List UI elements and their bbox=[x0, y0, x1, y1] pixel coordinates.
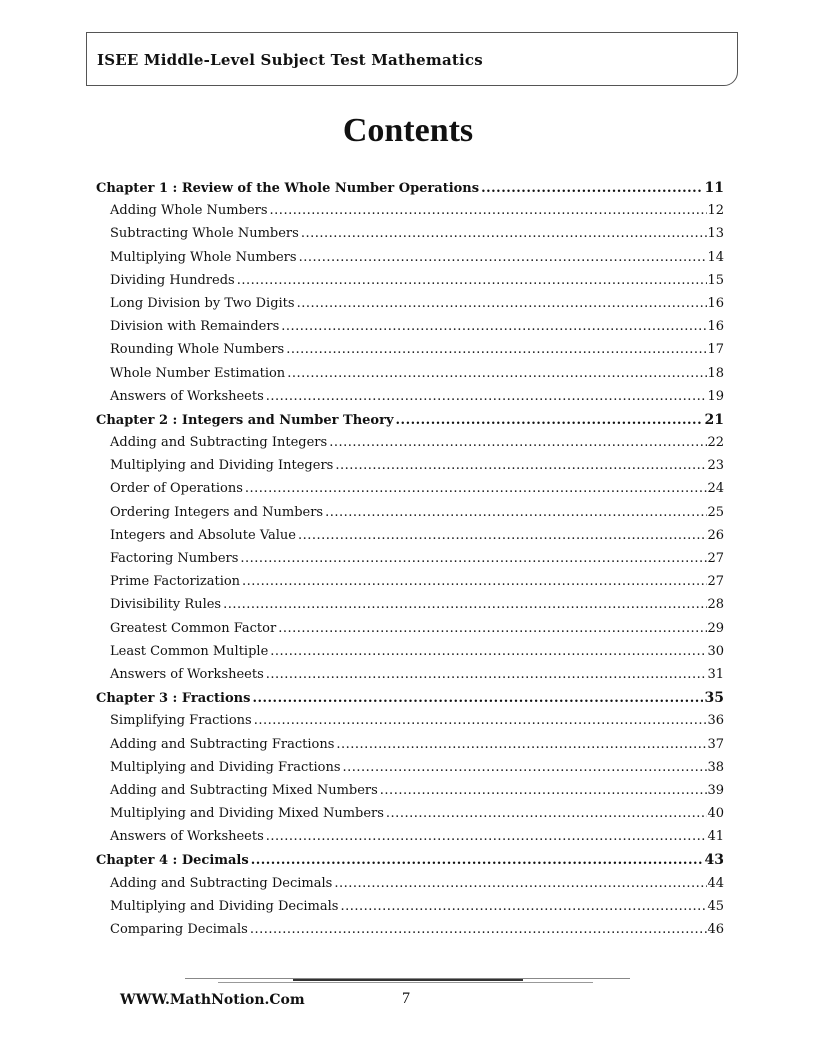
toc-entry-label: Least Common Multiple bbox=[110, 643, 269, 659]
toc-section-entry[interactable] bbox=[96, 366, 724, 389]
toc-entry-label: Adding and Subtracting Mixed Numbers bbox=[110, 782, 378, 798]
dot-leader bbox=[254, 713, 708, 728]
toc-chapter-entry[interactable] bbox=[96, 852, 724, 875]
table-of-contents bbox=[96, 180, 724, 945]
toc-entry-label: Answers of Worksheets bbox=[110, 829, 264, 845]
dot-leader bbox=[325, 505, 707, 520]
dot-leader bbox=[237, 273, 708, 288]
toc-entry-page: 14 bbox=[707, 249, 724, 265]
dot-leader bbox=[266, 389, 708, 404]
toc-entry-page: 36 bbox=[707, 713, 724, 729]
toc-entry-label: Multiplying and Dividing Mixed Numbers bbox=[110, 806, 384, 822]
toc-section-entry[interactable] bbox=[96, 273, 724, 296]
toc-entry-page: 13 bbox=[707, 226, 724, 242]
toc-section-entry[interactable] bbox=[96, 829, 724, 852]
toc-entry-label: Comparing Decimals bbox=[110, 922, 248, 937]
toc-section-entry[interactable] bbox=[96, 481, 724, 504]
toc-entry-page: 31 bbox=[707, 666, 724, 682]
toc-entry-label: Adding and Subtracting Decimals bbox=[110, 875, 333, 891]
toc-entry-page: 43 bbox=[704, 852, 724, 869]
toc-section-entry[interactable] bbox=[96, 203, 724, 226]
toc-entry-label: Adding and Subtracting Integers bbox=[110, 435, 328, 451]
dot-leader bbox=[329, 435, 707, 450]
dot-leader bbox=[380, 783, 708, 798]
dot-leader bbox=[251, 853, 703, 868]
toc-entry-page: 27 bbox=[707, 551, 724, 566]
toc-entry-page: 19 bbox=[707, 388, 724, 404]
toc-section-entry[interactable] bbox=[96, 783, 724, 806]
toc-section-entry[interactable] bbox=[96, 319, 724, 342]
toc-entry-label: Whole Number Estimation bbox=[110, 365, 286, 381]
dot-leader bbox=[287, 366, 707, 381]
toc-entry-page: 17 bbox=[707, 342, 724, 358]
toc-section-entry[interactable] bbox=[96, 296, 724, 319]
toc-section-entry[interactable] bbox=[96, 876, 724, 899]
toc-section-entry[interactable] bbox=[96, 389, 724, 412]
toc-entry-label: Order of Operations bbox=[110, 481, 243, 497]
dot-leader bbox=[396, 413, 703, 428]
toc-section-entry[interactable] bbox=[96, 806, 724, 829]
toc-entry-page: 41 bbox=[707, 829, 724, 845]
toc-section-entry[interactable] bbox=[96, 226, 724, 249]
toc-entry-page: 15 bbox=[707, 272, 724, 288]
toc-entry-label: Divisibility Rules bbox=[110, 597, 222, 613]
toc-entry-page: 23 bbox=[707, 458, 724, 474]
toc-chapter-entry[interactable] bbox=[96, 412, 724, 435]
toc-section-entry[interactable] bbox=[96, 621, 724, 644]
dot-leader bbox=[250, 922, 708, 937]
toc-entry-page: 18 bbox=[707, 365, 724, 381]
footer-website: WWW.MathNotion.Com bbox=[120, 992, 305, 1008]
dot-leader bbox=[301, 226, 708, 241]
dot-leader bbox=[278, 621, 707, 636]
toc-entry-page: 11 bbox=[704, 180, 724, 196]
toc-entry-label: Dividing Hundreds bbox=[110, 272, 235, 288]
dot-leader bbox=[334, 876, 707, 891]
dot-leader bbox=[343, 760, 708, 775]
page-title: Contents bbox=[342, 112, 474, 149]
toc-section-entry[interactable] bbox=[96, 760, 724, 783]
dot-leader bbox=[286, 342, 707, 357]
toc-entry-label: Simplifying Fractions bbox=[110, 713, 252, 729]
toc-section-entry[interactable] bbox=[96, 667, 724, 690]
toc-entry-label: Ordering Integers and Numbers bbox=[110, 504, 324, 520]
toc-entry-label: Multiplying and Dividing Fractions bbox=[110, 759, 341, 775]
toc-entry-label: Subtracting Whole Numbers bbox=[110, 226, 299, 242]
dot-leader bbox=[298, 528, 707, 543]
toc-entry-page: 45 bbox=[707, 898, 724, 914]
toc-entry-label: Chapter 3 : Fractions bbox=[96, 691, 251, 707]
toc-section-entry[interactable] bbox=[96, 713, 724, 736]
toc-entry-page: 28 bbox=[707, 597, 724, 613]
toc-entry-page: 26 bbox=[707, 527, 724, 543]
dot-leader bbox=[242, 574, 707, 589]
toc-section-entry[interactable] bbox=[96, 505, 724, 528]
toc-entry-label: Answers of Worksheets bbox=[110, 666, 264, 682]
dot-leader bbox=[336, 737, 707, 752]
toc-entry-page: 30 bbox=[707, 643, 724, 659]
toc-section-entry[interactable] bbox=[96, 458, 724, 481]
toc-entry-page: 35 bbox=[704, 690, 724, 707]
toc-section-entry[interactable] bbox=[96, 737, 724, 760]
header-title: ISEE Middle-Level Subject Test Mathematics bbox=[97, 51, 483, 69]
toc-entry-label: Chapter 4 : Decimals bbox=[96, 853, 249, 869]
toc-entry-page: 29 bbox=[707, 620, 724, 636]
toc-entry-label: Adding Whole Numbers bbox=[110, 203, 268, 219]
toc-entry-label: Chapter 1 : Review of the Whole Number Operations bbox=[96, 181, 480, 196]
footer-divider bbox=[218, 982, 593, 983]
toc-entry-label: Chapter 2 : Integers and Number Theory bbox=[96, 412, 394, 428]
toc-entry-page: 27 bbox=[707, 574, 724, 590]
dot-leader bbox=[223, 597, 707, 612]
toc-entry-label: Prime Factorization bbox=[110, 574, 241, 590]
dot-leader bbox=[270, 203, 708, 218]
toc-entry-label: Answers of Worksheets bbox=[110, 388, 264, 404]
toc-entry-page: 44 bbox=[707, 875, 724, 891]
toc-section-entry[interactable] bbox=[96, 922, 724, 945]
toc-entry-label: Greatest Common Factor bbox=[110, 620, 277, 636]
toc-entry-page: 46 bbox=[707, 922, 724, 937]
toc-entry-page: 37 bbox=[707, 736, 724, 752]
toc-entry-label: Integers and Absolute Value bbox=[110, 527, 296, 543]
running-header bbox=[86, 32, 738, 86]
toc-section-entry[interactable] bbox=[96, 528, 724, 551]
dot-leader bbox=[386, 806, 708, 821]
dot-leader bbox=[240, 551, 707, 566]
toc-section-entry[interactable] bbox=[96, 899, 724, 922]
toc-section-entry[interactable] bbox=[96, 435, 724, 458]
toc-entry-page: 40 bbox=[707, 806, 724, 822]
page-number: 7 bbox=[402, 990, 410, 1007]
toc-entry-label: Multiplying Whole Numbers bbox=[110, 249, 297, 265]
toc-section-entry[interactable] bbox=[96, 250, 724, 273]
toc-section-entry[interactable] bbox=[96, 644, 724, 667]
toc-entry-label: Long Division by Two Digits bbox=[110, 295, 295, 311]
toc-entry-label: Adding and Subtracting Fractions bbox=[110, 736, 335, 752]
dot-leader bbox=[297, 296, 708, 311]
toc-chapter-entry[interactable] bbox=[96, 690, 724, 713]
toc-section-entry[interactable] bbox=[96, 597, 724, 620]
dot-leader bbox=[335, 458, 707, 473]
dot-leader bbox=[245, 481, 708, 496]
toc-entry-label: Rounding Whole Numbers bbox=[110, 342, 285, 358]
toc-entry-page: 12 bbox=[707, 203, 724, 219]
toc-entry-page: 39 bbox=[707, 782, 724, 798]
dot-leader bbox=[340, 899, 707, 914]
toc-section-entry[interactable] bbox=[96, 342, 724, 365]
toc-entry-page: 22 bbox=[707, 435, 724, 451]
toc-entry-page: 21 bbox=[704, 411, 724, 428]
toc-section-entry[interactable] bbox=[96, 551, 724, 574]
toc-entry-page: 16 bbox=[707, 319, 724, 335]
toc-entry-page: 24 bbox=[707, 481, 724, 497]
dot-leader bbox=[252, 691, 702, 706]
toc-section-entry[interactable] bbox=[96, 574, 724, 597]
dot-leader bbox=[299, 250, 708, 265]
footer-divider bbox=[293, 979, 523, 981]
dot-leader bbox=[481, 181, 702, 196]
toc-entry-label: Division with Remainders bbox=[110, 319, 280, 335]
toc-entry-page: 38 bbox=[707, 759, 724, 775]
toc-entry-label: Multiplying and Dividing Decimals bbox=[110, 898, 339, 914]
toc-entry-page: 25 bbox=[707, 504, 724, 520]
dot-leader bbox=[266, 829, 708, 844]
toc-chapter-entry[interactable] bbox=[96, 180, 724, 203]
toc-entry-page: 16 bbox=[707, 295, 724, 311]
dot-leader bbox=[270, 644, 707, 659]
dot-leader bbox=[266, 667, 708, 682]
toc-entry-label: Multiplying and Dividing Integers bbox=[110, 458, 334, 474]
toc-entry-label: Factoring Numbers bbox=[110, 551, 239, 566]
dot-leader bbox=[281, 319, 707, 334]
